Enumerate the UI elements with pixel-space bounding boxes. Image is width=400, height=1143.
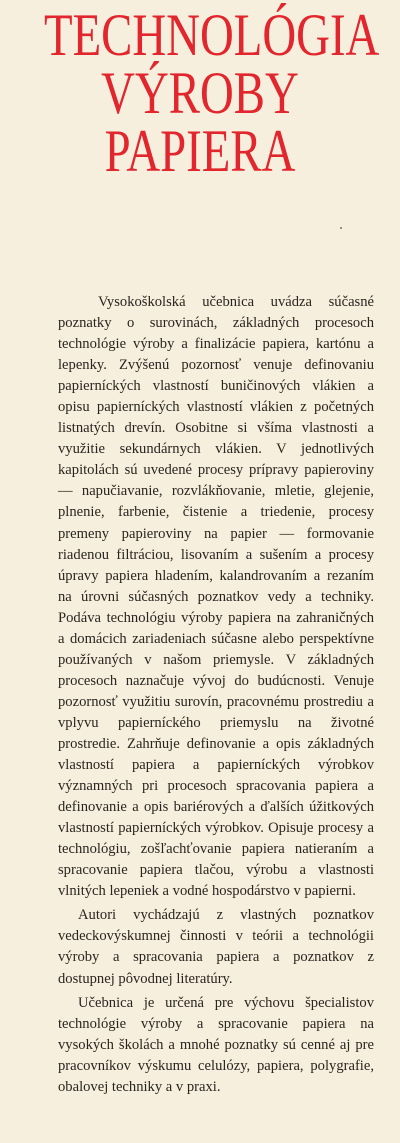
speck-mark: [340, 227, 342, 229]
description-paragraph-1: Vysokoškolská učebnica uvádza súčasné poznatky o surovinách, základných procesoch technológie výroby a finalizácie papiera, kartónu a lepenky. Zvýšenú pozornosť venuje definovaniu papierníckých vlastností buničinových vlákien a opisu papierníckých vlastností vlákien z početných listnatých drevín. Osobitne si všíma vlastnosti a využitie sekundárnych vlákien. V jednotlivých kapitolách sú uvedené procesy prípravy papieroviny — napučiavanie, rozvlákňovanie, mletie, glejenie, plnenie, farbenie, čistenie a triedenie, procesy premeny papieroviny na papier — formovanie riadenou filtráciou, lisovaním a sušením a procesy úpravy papiera hladením, kalandrovaním a rezaním na úrovni súčasných poznatkov vedy a techniky. Podáva technológiu výroby papiera na zahraničných a domácich zariadeniach súčasne alebo perspektívne používaných v našom priemysle. V základných procesoch naznačuje vývoj do budúcnosti. Venuje pozornosť využitiu surovín, pracovnému prostrediu a vplyvu papierníckého priemyslu na životné prostredie. Zahrňuje definovanie a opis základných vlastností papiera a papierníckých výrobkov významných pri procesoch spracovania papiera a definovanie a opis bariérových a ďalších úžitkových vlastností papierníckých výrobkov. Opisuje procesy a technológiu, zošľachťovanie papiera natieraním a spracovanie papiera tlačou, výrobu a vlastnosti vlnitých lepeniek a vodné hospodárstvo v papierni.: [58, 294, 374, 900]
title-line-1: TECHNOLÓGIA: [44, 2, 380, 68]
book-description: [58, 292, 374, 1101]
title-line-3: PAPIERA: [104, 118, 296, 184]
description-paragraph-2: Autori vychádzajú z vlastných poznatkov vedeckovýskumnej činnosti v teórii a technológii výroby a spracovania papiera a poznatkov z dostupnej pôvodnej literatúry.: [58, 907, 374, 987]
title-line-2: VÝROBY: [101, 60, 299, 126]
description-paragraph-3: Učebnica je určená pre výchovu špecialistov technológie výroby a spracovanie papiera na vysokých školách a mnohé poznatky sú cenné aj pre pracovníkov výskumu celulózy, papiera, polygrafie, obalovej techniky a v praxi.: [58, 994, 374, 1095]
book-title: [0, 2, 400, 184]
